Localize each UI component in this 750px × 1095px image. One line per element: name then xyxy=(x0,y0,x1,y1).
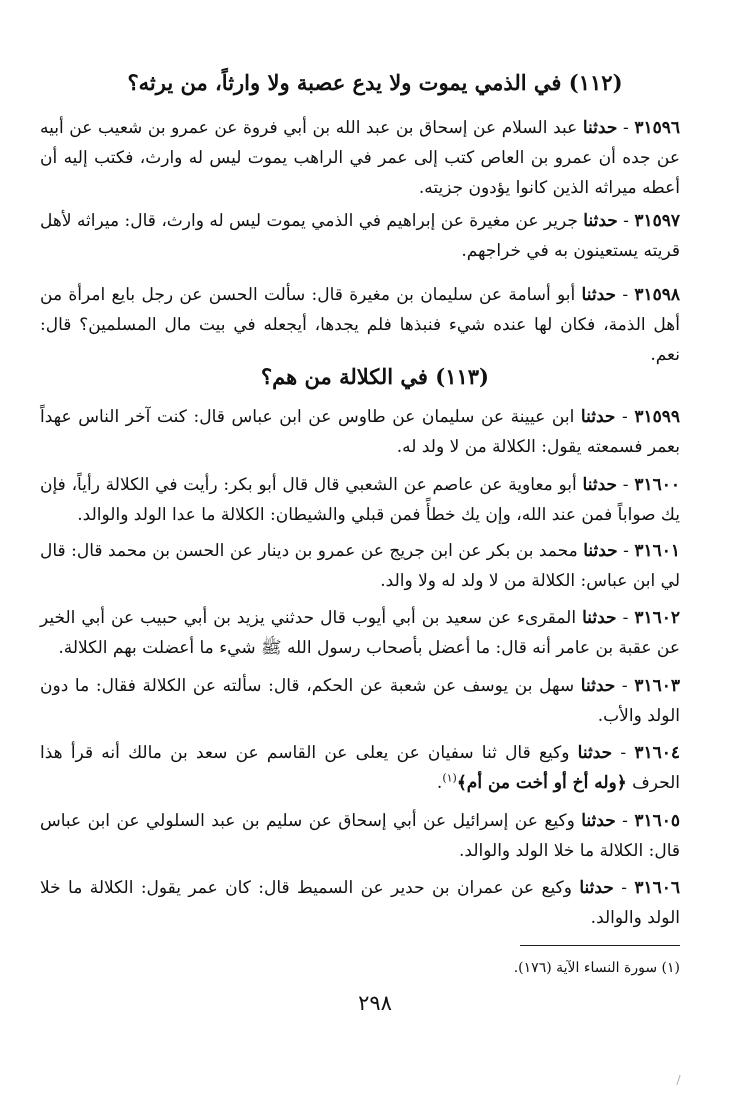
hadith-text: محمد بن بكر عن ابن جريج عن عمرو بن دينار عن الحسن بن محمد قال: قال لي ابن عباس: الكلالة من لا ولد له ولا والد. xyxy=(40,541,680,591)
hadith-lead: حدثنا xyxy=(583,211,618,231)
hadith-text: ابن عيينة عن سليمان عن طاوس عن ابن عباس قال: كنت آخر الناس عهداً بعمر فسمعته يقول: الكلالة من لا ولد له. xyxy=(40,407,680,457)
hadith-text: وكيع قال ثنا سفيان عن يعلى عن القاسم عن سعد بن مالك أنه قرأ هذا الحرف xyxy=(40,743,680,793)
hadith-text: وكيع عن إسرائيل عن أبي إسحاق عن سليم بن عبد السلولي عن ابن عباس قال: الكلالة ما خلا الولد والوالد. xyxy=(40,811,680,861)
hadith-31601: ٣١٦٠١ - حدثنا محمد بن بكر عن ابن جريج عن عمرو بن دينار عن الحسن بن محمد قال: قال لي ابن عباس: الكلالة من لا ولد له ولا والد. xyxy=(40,541,681,591)
scan-mark xyxy=(676,1075,683,1085)
hadith-number: ٣١٥٩٨ xyxy=(634,285,681,305)
quran-verse: ﴿وله أخ أو أخت من أم﴾ xyxy=(456,773,627,793)
hadith-text-end: . xyxy=(436,773,443,793)
hadith-text: أبو أسامة عن سليمان بن مغيرة قال: سألت الحسن عن رجل بايع امرأة من أهل الذمة، فكان لها عنده شيء فنبذها فلم يجدها، أيجعله في بيت مال المسلمين؟ قال: نعم. xyxy=(40,285,680,365)
hadith-number: ٣١٦٠٥ xyxy=(634,811,681,831)
hadith-lead: حدثنا xyxy=(580,407,616,427)
footnote-reference[interactable]: (١) xyxy=(442,771,457,785)
hadith-text: وكيع عن عمران بن حدير عن السميط قال: كان عمر يقول: الكلالة ما خلا الولد والوالد. xyxy=(40,878,680,928)
hadith-31596: ٣١٥٩٦ - حدثنا عبد السلام عن إسحاق بن عبد الله بن أبي فروة عن عمرو بن شعيب عن أبيه عن جده أن عمرو بن العاص كتب إلى عمر في الراهب يموت ليس له وارث، فكتب إليه أن أعطه ميراثه الذين كانوا يؤدون جزيته. xyxy=(40,118,680,198)
hadith-text: المقرىء عن سعيد بن أبي أيوب قال حدثني يزيد بن أبي حبيب عن أبي الخير عن عقبة بن عامر أنه قال: ما أعضل بأصحاب رسول الله ﷺ شيء ما أعضلت بهم الكلالة. xyxy=(40,608,680,658)
chapter-title-113: (١١٣) في الكلالة من هم؟ xyxy=(261,364,489,389)
hadith-number: ٣١٥٩٦ xyxy=(634,118,680,138)
hadith-31597: ٣١٥٩٧ - حدثنا جرير عن مغيرة عن إبراهيم في الذمي يموت ليس له وارث، قال: ميراثه لأهل قريته يستعينون به في خراجهم. xyxy=(40,211,680,261)
footnote: (١) سورة النساء الآية (١٧٦). xyxy=(513,960,680,976)
footnote-divider xyxy=(520,945,680,946)
hadith-lead: حدثنا xyxy=(581,285,617,305)
hadith-lead: حدثنا xyxy=(581,811,616,831)
hadith-lead: حدثنا xyxy=(580,676,616,696)
hadith-31603: ٣١٦٠٣ - حدثنا سهل بن يوسف عن شعبة عن الحكم، قال: سألته عن الكلالة فقال: ما دون الولد والأب. xyxy=(40,676,680,726)
hadith-text: عبد السلام عن إسحاق بن عبد الله بن أبي فروة عن عمرو بن شعيب عن أبيه عن جده أن عمرو بن العاص كتب إلى عمر في الراهب يموت ليس له وارث، فكتب إليه أن أعطه ميراثه الذين كانوا يؤدون جزيته. xyxy=(40,118,680,198)
hadith-lead: حدثنا xyxy=(579,878,614,898)
hadith-text: أبو معاوية عن عاصم عن الشعبي قال قال أبو بكر: رأيت في الكلالة رأياً، فإن يك صواباً فمن عند الله، وإن يك خطأً فمن قبلي والشيطان: الكلالة ما عدا الولد والوالد. xyxy=(40,475,680,525)
hadith-number: ٣١٦٠٣ xyxy=(634,676,680,696)
hadith-lead: حدثنا xyxy=(577,743,613,763)
hadith-text: سهل بن يوسف عن شعبة عن الحكم، قال: سألته عن الكلالة فقال: ما دون الولد والأب. xyxy=(40,676,680,726)
hadith-lead: حدثنا xyxy=(582,608,617,628)
hadith-31605: ٣١٦٠٥ - حدثنا وكيع عن إسرائيل عن أبي إسحاق عن سليم بن عبد السلولي عن ابن عباس قال: الكلالة ما خلا الولد والوالد. xyxy=(40,811,681,861)
page-number: ٢٩٨ xyxy=(358,991,392,1015)
chapter-title-112: (١١٢) في الذمي يموت ولا يدع عصبة ولا وارثاً، من يرثه؟ xyxy=(127,70,623,95)
hadith-31599: ٣١٥٩٩ - حدثنا ابن عيينة عن سليمان عن طاوس عن ابن عباس قال: كنت آخر الناس عهداً بعمر فسمعته يقول: الكلالة من لا ولد له. xyxy=(40,407,680,457)
hadith-lead: حدثنا xyxy=(582,118,618,138)
hadith-number: ٣١٦٠٦ xyxy=(634,878,680,898)
hadith-lead: حدثنا xyxy=(583,541,618,561)
hadith-31604: ٣١٦٠٤ - حدثنا وكيع قال ثنا سفيان عن يعلى عن القاسم عن سعد بن مالك أنه قرأ هذا الحرف ﴿وله أخ أو أخت من أم﴾$^{(١)}$. xyxy=(40,743,681,793)
hadith-31598: ٣١٥٩٨ - حدثنا أبو أسامة عن سليمان بن مغيرة قال: سألت الحسن عن رجل بايع امرأة من أهل الذمة، فكان لها عنده شيء فنبذها فلم يجدها، أيجعله في بيت مال المسلمين؟ قال: نعم. xyxy=(40,285,681,365)
hadith-number: ٣١٥٩٩ xyxy=(634,407,680,427)
hadith-lead: حدثنا xyxy=(582,475,618,495)
hadith-31600: ٣١٦٠٠ - حدثنا أبو معاوية عن عاصم عن الشعبي قال قال أبو بكر: رأيت في الكلالة رأياً، فإن يك صواباً فمن عند الله، وإن يك خطأً فمن قبلي والشيطان: الكلالة ما عدا الولد والوالد. xyxy=(40,475,680,525)
hadith-number: ٣١٥٩٧ xyxy=(634,211,680,231)
hadith-number: ٣١٦٠٠ xyxy=(634,475,680,495)
hadith-number: ٣١٦٠٢ xyxy=(634,608,680,628)
hadith-text: جرير عن مغيرة عن إبراهيم في الذمي يموت ليس له وارث، قال: ميراثه لأهل قريته يستعينون به في خراجهم. xyxy=(40,211,680,261)
hadith-31602: ٣١٦٠٢ - حدثنا المقرىء عن سعيد بن أبي أيوب قال حدثني يزيد بن أبي حبيب عن أبي الخير عن عقبة بن عامر أنه قال: ما أعضل بأصحاب رسول الله ﷺ شيء ما أعضلت بهم الكلالة. xyxy=(40,608,680,658)
hadith-number: ٣١٦٠٤ xyxy=(634,743,681,763)
hadith-number: ٣١٦٠١ xyxy=(634,541,681,561)
hadith-31606: ٣١٦٠٦ - حدثنا وكيع عن عمران بن حدير عن السميط قال: كان عمر يقول: الكلالة ما خلا الولد والوالد. xyxy=(40,878,680,928)
